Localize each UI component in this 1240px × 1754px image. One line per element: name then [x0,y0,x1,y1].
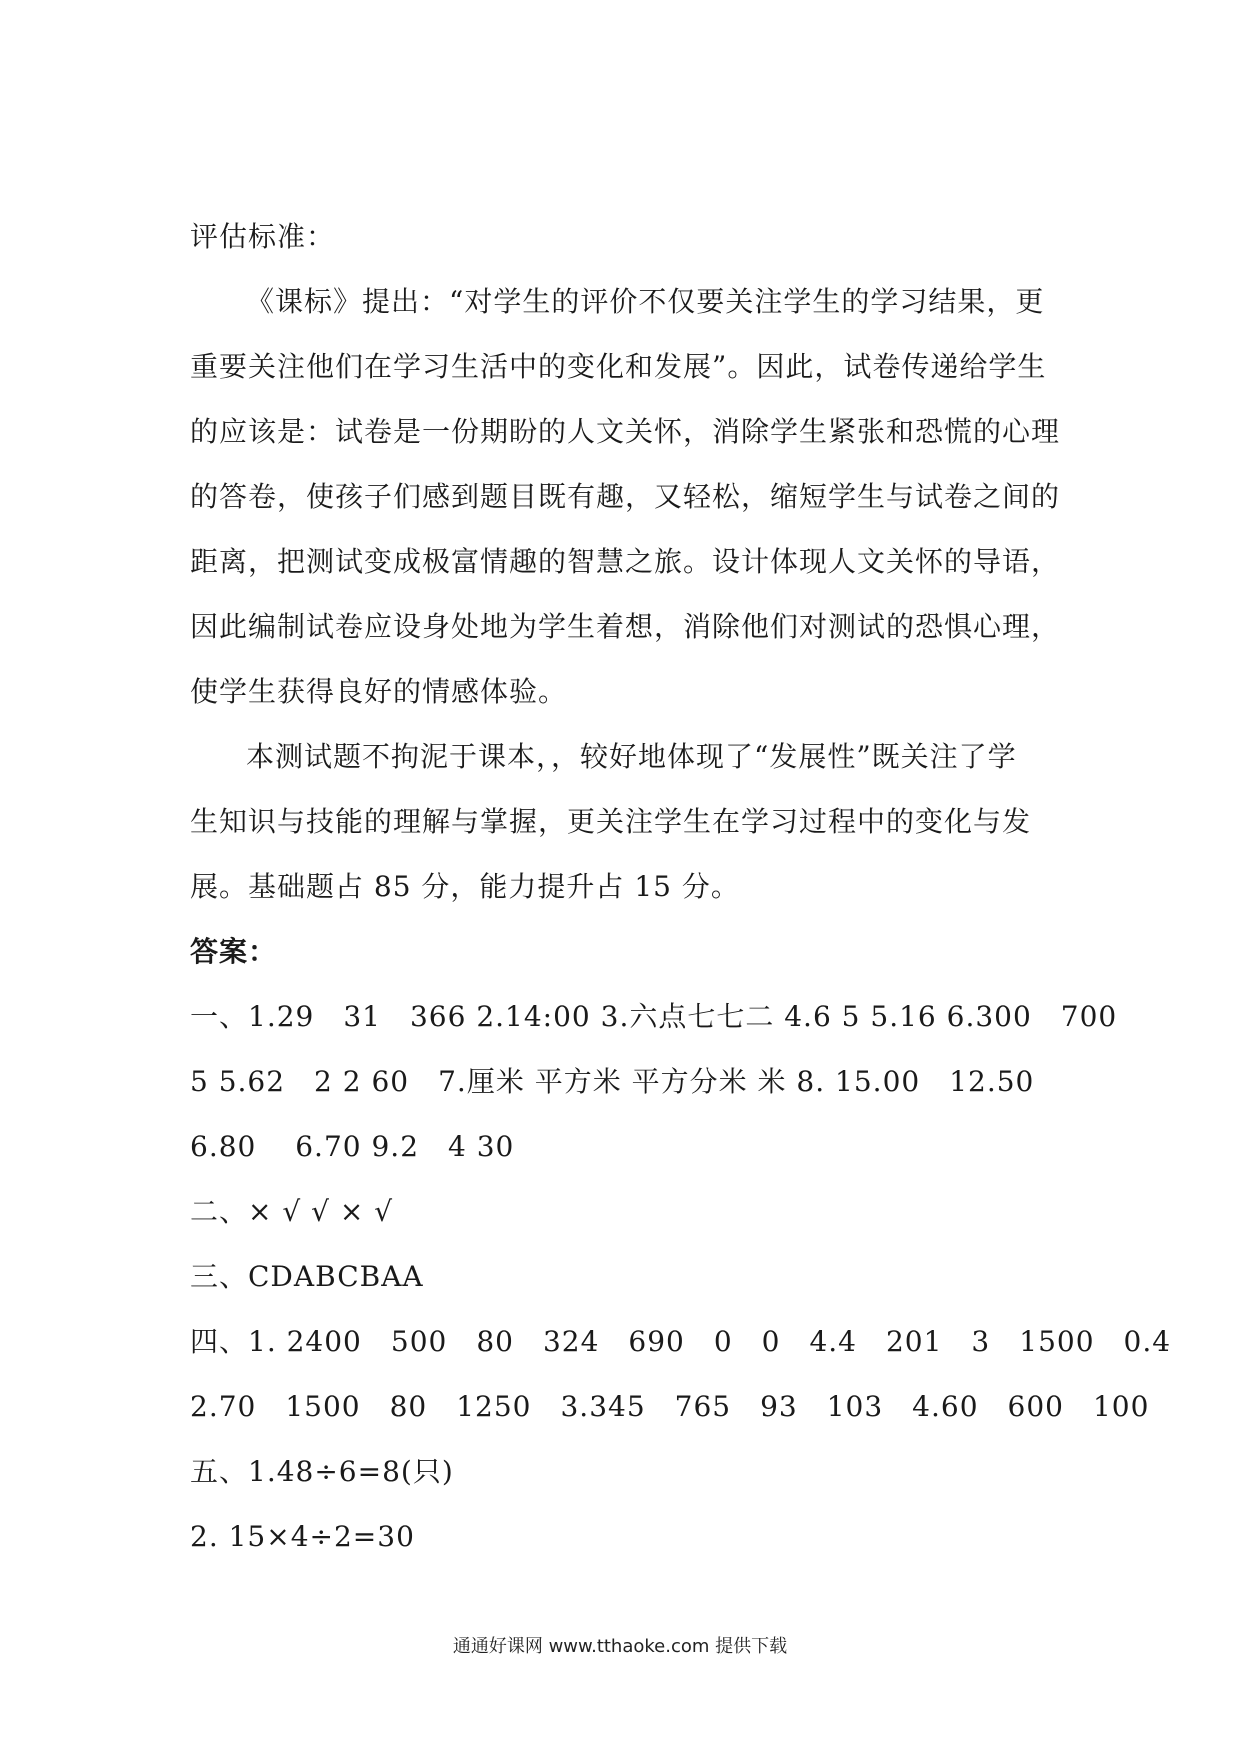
answer-line: 四、1. 2400 500 80 324 690 0 0 4.4 201 3 1500 0.4 [190,1325,1172,1358]
paragraph1-line: 因此编制试卷应设身处地为学生着想，消除他们对测试的恐惧心理， [190,610,1061,643]
answer-line: 二、× √ √ × √ [190,1195,394,1228]
paragraph2-line: 生知识与技能的理解与掌握，更关注学生在学习过程中的变化与发 [190,805,1032,838]
answer-line: 三、CDABCBAA [190,1260,424,1293]
answers-title: 答案： [190,935,278,968]
answer-line: 5 5.62 2 2 60 7.厘米 平方米 平方分米 米 8. 15.00 12.50 [190,1065,1035,1098]
footer-watermark: 通通好课网 www.tthaoke.com 提供下载 [452,1636,788,1657]
answer-line: 2.70 1500 80 1250 3.345 765 93 103 4.60 600 100 [190,1390,1150,1423]
answer-line: 6.80 6.70 9.2 4 30 [190,1130,515,1163]
paragraph1-line: 重要关注他们在学习生活中的变化和发展”。因此，试卷传递给学生 [190,350,1047,383]
answer-line: 一、1.29 31 366 2.14:00 3.六点七七二 4.6 5 5.16 6.300 700 [190,1000,1118,1033]
paragraph1-line: 的答卷，使孩子们感到题目既有趣，又轻松，缩短学生与试卷之间的 [190,480,1061,513]
paragraph2-line: 本测试题不拘泥于课本，，较好地体现了“发展性”既关注了学 [246,740,1017,773]
paragraph1-line: 《课标》提出：“对学生的评价不仅要关注学生的学习结果，更 [246,285,1045,318]
document-body [190,220,1172,1587]
answer-line: 2. 15×4÷2=30 [190,1520,415,1553]
section-title: 评估标准： [190,220,336,253]
paragraph1-line: 使学生获得良好的情感体验。 [190,675,568,708]
paragraph1-line: 距离，把测试变成极富情趣的智慧之旅。设计体现人文关怀的导语， [190,545,1061,578]
paragraph2-line: 展。基础题占 85 分，能力提升占 15 分。 [190,870,740,903]
answer-line: 五、1.48÷6=8(只) [190,1455,454,1488]
paragraph1-line: 的应该是：试卷是一份期盼的人文关怀，消除学生紧张和恐慌的心理 [190,415,1061,448]
